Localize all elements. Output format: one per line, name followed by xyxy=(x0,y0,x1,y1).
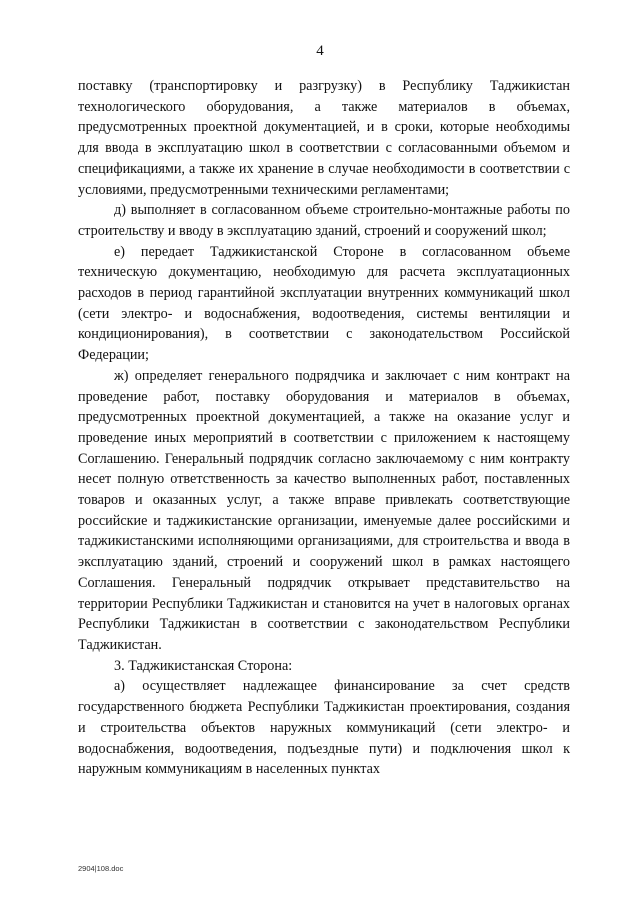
paragraph-delivery-continuation: поставку (транспортировку и разгрузку) в Республику Таджикистан технологического оборудования, а также материалов в объемах, предусмотренных проектной документацией, и в сроки, которые необходимы для ввода в эксплуатацию школ в соответствии с согласованными объемом и спецификациями, а также их хранение в случае необходимости в соответствии с условиями, предусмотренными техническими регламентами; xyxy=(78,78,570,198)
paragraph-item-zh: ж) определяет генерального подрядчика и заключает с ним контракт на проведение работ, поставку оборудования и материалов в объемах, предусмотренных проектной документацией, а также на оказание услуг и проведение иных мероприятий в соответствии с приложением к настоящему Соглашению. Генеральный подрядчик согласно заключаемому с ним контракту несет полную ответственность за качество выполненных работ, поставленных товаров и оказанных услуг, а также вправе привлекать соответствующие российские и таджикистанские организации, именуемые далее российскими и таджикистанскими исполняющими организациями, для строительства и ввода в эксплуатацию зданий, строений и сооружений школ в рамках настоящего Соглашения. Генеральный подрядчик открывает представительство на территории Республики Таджикистан и становится на учет в налоговых органах Республики Таджикистан в соответствии с законодательством Республики Таджикистан. xyxy=(78,367,570,653)
paragraph-item-d: д) выполняет в согласованном объеме строительно-монтажные работы по строительству и вводу в эксплуатацию зданий, строений и сооружений школ; xyxy=(78,202,570,239)
body-text xyxy=(78,76,570,780)
paragraph-item-e: е) передает Таджикистанской Стороне в согласованном объеме техническую документацию, необходимую для расчета эксплуатационных расходов в период гарантийной эксплуатации внутренних коммуникаций школ (сети электро- и водоснабжения, водоотведения, системы вентиляции и кондиционирования), в соответствии с законодательством Российской Федерации; xyxy=(78,243,570,364)
page-number: 4 xyxy=(316,43,324,59)
footer-doc-code: 2904|108.doc xyxy=(78,864,124,873)
paragraph-item-a: а) осуществляет надлежащее финансирование за счет средств государственного бюджета Республики Таджикистан проектирования, создания и строительства объектов наружных коммуникаций (сети электро- и водоснабжения, водоотведения, подъездные пути) и подключения школ к наружным коммуникациям в населенных пунктах xyxy=(78,678,570,778)
section-heading-tajik-side: 3. Таджикистанская Сторона: xyxy=(114,657,293,674)
